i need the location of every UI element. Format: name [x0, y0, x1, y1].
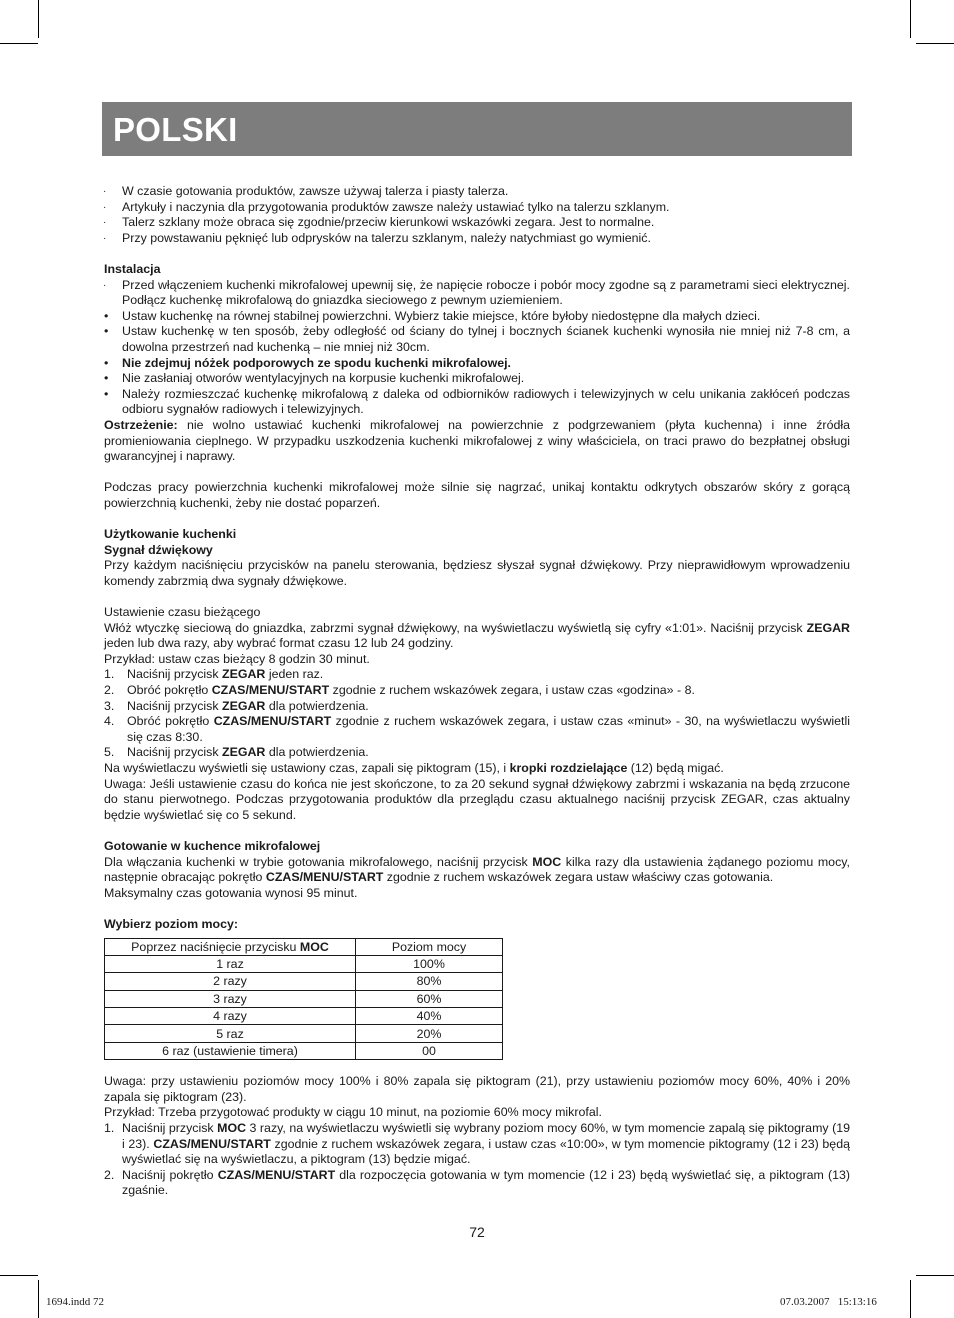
list-item: • Należy rozmieszczać kuchenkę mikrofalową z daleka od odbiorników radiowych i telewizyjnych w celu unikania zakłóceń podczas odbioru sygnałów radiowych i telewizyjnych.	[104, 386, 850, 417]
section-heading: Wybierz poziom mocy:	[104, 916, 239, 931]
table-row: 3 razy 60%	[105, 990, 503, 1007]
power-table	[104, 938, 503, 1061]
crop-mark	[916, 43, 954, 44]
crop-mark	[0, 1275, 38, 1276]
language-header	[102, 102, 852, 156]
section-heading: Instalacja	[104, 261, 161, 276]
list-item: · Talerz szklany może obraca się zgodnie/przeciw kierunkowi wskazówki zegara. Jest to normalne.	[103, 215, 655, 230]
heat-note: Podczas pracy powierzchnia kuchenki mikrofalowej może silnie się nagrzać, unikaj kontaktu odkrytych obszarów skóry z gorącą powierzchnią kuchenki, żeby nie dostać poparzeń.	[104, 480, 850, 510]
table-header-cell: Poziom mocy	[356, 938, 503, 955]
crop-mark	[910, 0, 911, 38]
crop-mark	[0, 43, 38, 44]
power-example: Przykład: Trzeba przygotować produkty w ciągu 10 minut, na poziomie 60% mocy mikrofal.	[104, 1105, 602, 1120]
list-item: · W czasie gotowania produktów, zawsze używaj talerza i piasty talerza.	[103, 184, 509, 198]
crop-mark	[916, 1275, 954, 1276]
step-item: 2. Obróć pokrętło CZAS/MENU/START zgodnie z ruchem wskazówek zegara, i ustaw czas «godzina» - 8.	[104, 683, 695, 697]
crop-mark	[38, 0, 39, 38]
power-note: Uwaga: przy ustawieniu poziomów mocy 100% i 80% zapala się piktogram (21), przy ustawieniu poziomów mocy 60%, 40% i 20% zapala się piktogram (23).	[104, 1074, 850, 1104]
table-header-cell: Poprzez naciśnięcie przycisku MOC	[105, 938, 356, 955]
step-item: 4. Obróć pokrętło CZAS/MENU/START zgodnie z ruchem wskazówek zegara, i ustaw czas «minut» - 30, na wyświetlaczu wyświetli się czas 8:30.	[104, 714, 850, 744]
cooking-paragraph: Dla włączania kuchenki w trybie gotowania mikrofalowego, naciśnij przycisk MOC kilka razy dla ustawienia żądanego poziomu mocy, następnie obracając pokrętło CZAS/MENU/START zgodnie z ruchem wskazówek zegara ustaw właściwy czas gotowania.	[104, 854, 850, 885]
list-item: • Ustaw kuchenkę na równej stabilnej powierzchni. Wybierz takie miejsce, które byłoby niedostępne dla małych dzieci.	[104, 308, 761, 323]
clock-after: Na wyświetlaczu wyświetli się ustawiony czas, zapali się piktogram (15), i kropki rozdzielające (12) będą migać.	[104, 760, 724, 775]
footer-date: 07.03.2007 15:13:16	[780, 1296, 877, 1308]
table-row: 1 raz 100%	[105, 955, 503, 972]
footer-file-info: 1694.indd 72	[46, 1296, 105, 1308]
step-item: 1. Naciśnij przycisk MOC 3 razy, na wyświetlaczu wyświetli się wybrany poziom mocy 60%, w tym momencie zapalą się piktogramy (19 i 23). CZAS/MENU/START zgodnie z ruchem wskazówek zegara, i ustaw czas «10:00», w tym momencie piktogramy (12 i 23) będą wyświetlać się na wyświetlaczu, a piktogram (13) będzie migać.	[104, 1121, 850, 1167]
list-item: • Nie zasłaniaj otworów wentylacyjnych na korpusie kuchenki mikrofalowej.	[104, 371, 525, 386]
clock-example: Przykład: ustaw czas bieżący 8 godzin 30 minut.	[104, 651, 370, 666]
page-title: POLSKI	[113, 111, 238, 148]
max-time: Maksymalny czas gotowania wynosi 95 minut.	[104, 885, 358, 900]
table-row: 5 raz 20%	[105, 1025, 503, 1042]
step-item: 3. Naciśnij przycisk ZEGAR dla potwierdzenia.	[104, 698, 369, 713]
table-row: 2 razy 80%	[105, 973, 503, 990]
subsection-heading: Sygnał dźwiękowy	[104, 542, 213, 557]
table-row: 6 raz (ustawienie timera) 00	[105, 1042, 503, 1059]
page-number: 72	[469, 1224, 485, 1240]
crop-mark	[910, 1280, 911, 1318]
step-item: 1. Naciśnij przycisk ZEGAR jeden raz.	[104, 667, 324, 682]
warning-paragraph: Ostrzeżenie: nie wolno ustawiać kuchenki mikrofalowej na powierzchnie z podgrzewaniem (płyta kuchenna) i inne źródła promieniowania cieplnego. W przypadku uszkodzenia kuchenki mikrofalowej z winy właściciela, on traci prawo do bezpłatnej obsługi gwarancyjnej i naprawy.	[104, 417, 850, 464]
section-heading: Użytkowanie kuchenki	[104, 527, 237, 542]
clock-note: Uwaga: Jeśli ustawienie czasu do końca nie jest skończone, to za 20 sekund sygnał dźwiękowy zabrzmi i wskazania na będą zrzucone do stanu pierwotnego. Podczas przygotowania produktów dla przeglądu czasu aktualnego naciśnij przycisk ZEGAR, czas aktualny będzie wyświetlać się co 5 sekund.	[104, 776, 850, 822]
step-item: 2. Naciśnij pokrętło CZAS/MENU/START dla rozpoczęcia gotowania w tym momencie (12 i 23) będą wyświetlać się, a piktogram (13) zgaśnie.	[104, 1167, 850, 1198]
crop-mark	[38, 1280, 39, 1318]
list-item: • Nie zdejmuj nóżek podporowych ze spodu kuchenki mikrofalowej.	[104, 355, 511, 370]
table-row: 4 razy 40%	[105, 1008, 503, 1025]
main-content	[104, 184, 850, 1199]
list-item: · Przy powstawaniu pęknięć lub odprysków na talerzu szklanym, należy natychmiast go wymienić.	[103, 230, 651, 245]
beep-text: Przy każdym naciśnięciu przycisków na panelu sterowania, będziesz słyszał sygnał dźwiękowy. Przy nieprawidłowym wprowadzeniu komendy zabrzmią dwa sygnały dźwiękowe.	[104, 558, 850, 588]
list-item: · Artykuły i naczynia dla przygotowania produktów zawsze należy ustawiać tylko na talerzu szklanym.	[103, 199, 670, 214]
section-heading: Gotowanie w kuchence mikrofalowej	[104, 838, 321, 853]
clock-paragraph: Włóż wtyczkę sieciową do gniazdka, zabrzmi sygnał dźwiękowy, na wyświetlaczu wyświetlą się cyfry «1:01». Naciśnij przycisk ZEGAR jeden lub dwa razy, aby wybrać format czasu 12 lub 24 godziny.	[104, 620, 850, 651]
table-header-row	[105, 938, 503, 955]
list-item: · Przed włączeniem kuchenki mikrofalowej upewnij się, że napięcie robocze i pobór mocy zgodne są z parametrami sieci elektrycznej. Podłącz kuchenkę mikrofalową do gniazdka sieciowego z pewnym uziemieniem.	[103, 277, 850, 308]
subsection-heading: Ustawienie czasu bieżącego	[104, 605, 261, 620]
list-item: • Ustaw kuchenkę w ten sposób, żeby odległość od ściany do tylnej i bocznych ścianek kuchenki wynosiła nie mniej niż 7-8 cm, a dowolna przestrzeń nad kuchenką – nie mniej niż 30cm.	[104, 324, 850, 354]
step-item: 5. Naciśnij przycisk ZEGAR dla potwierdzenia.	[104, 745, 369, 760]
